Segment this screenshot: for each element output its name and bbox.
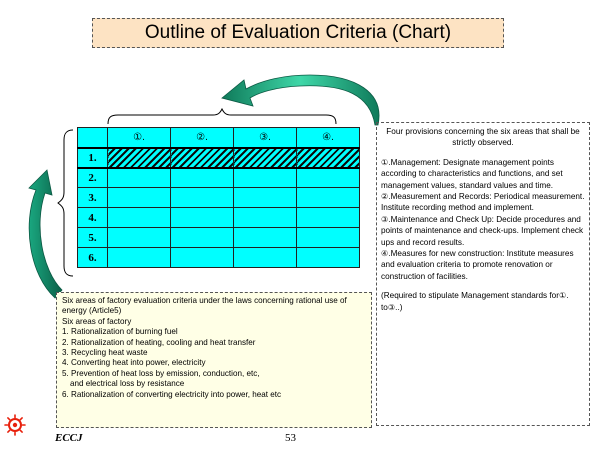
grid-cell [171, 188, 234, 208]
grid-row [78, 208, 360, 228]
grid-row [78, 168, 360, 188]
grid-cell [297, 168, 360, 188]
area-item: 6. Rationalization of converting electricity into power, heat etc [62, 389, 282, 399]
provisions-box [376, 122, 590, 426]
grid-cell [297, 208, 360, 228]
grid-row-header: 3. [78, 188, 108, 208]
area-item: 3. Recycling heat waste [62, 348, 148, 358]
curved-arrow-left [29, 170, 62, 298]
provisions-intro: Four provisions concerning the six areas that shall be strictly observed. [386, 127, 580, 148]
provision-item: ③.Maintenance and Check Up: Decide procedures and points of maintenance and check-ups. Implement check ups and record results. [381, 214, 584, 247]
area-item: 2. Rationalization of heating, cooling and heat transfer [62, 337, 256, 347]
top-brace [108, 109, 336, 124]
area-item: 4. Converting heat into power, electricity [62, 358, 206, 368]
area-item: 5. Prevention of heat loss by emission, conduction, etc, [62, 368, 260, 378]
grid-row-header: 6. [78, 248, 108, 268]
grid-cell [171, 168, 234, 188]
grid-cell [297, 248, 360, 268]
grid-cell [234, 228, 297, 248]
left-brace [58, 130, 73, 276]
grid-row-header: 4. [78, 208, 108, 228]
provision-item: ①.Management: Designate management points according to characteristics and functions, and set management values, standard values and time. [381, 157, 563, 190]
title-box [92, 18, 504, 48]
page-number: 53 [285, 432, 296, 444]
footer-org: ECCJ [55, 432, 83, 444]
grid-row-header: 1. [78, 148, 108, 168]
grid-row-header: 2. [78, 168, 108, 188]
page-title: Outline of Evaluation Criteria (Chart) [144, 22, 452, 43]
provisions-note: (Required to stipulate Management standards for①. to③..) [381, 291, 569, 312]
grid-cell [234, 188, 297, 208]
grid-col-header: ①. [108, 128, 171, 148]
areas-box [56, 292, 372, 428]
area-item: 1. Rationalization of burning fuel [62, 327, 178, 337]
grid-cell-hatched [108, 148, 171, 168]
areas-subheading: Six areas of factory [62, 316, 132, 326]
grid-cell [108, 168, 171, 188]
grid-row [78, 248, 360, 268]
provision-item: ②.Measurement and Records: Periodical measurement. Institute recording method and implement. [381, 192, 585, 213]
criteria-grid [77, 127, 360, 268]
areas-heading: Six areas of factory evaluation criteria under the laws concerning rational use of energy (Article5) [62, 296, 347, 316]
grid-row [78, 228, 360, 248]
grid-cell [108, 188, 171, 208]
grid-cell [108, 208, 171, 228]
grid-col-header: ④. [297, 128, 360, 148]
grid-cell-hatched [297, 148, 360, 168]
grid-cell [297, 188, 360, 208]
grid-cell-hatched [234, 148, 297, 168]
area-item-continued: and electrical loss by resistance [70, 379, 185, 389]
grid-row-header: 5. [78, 228, 108, 248]
grid-cell-hatched [171, 148, 234, 168]
provision-item: ④.Measures for new construction: Institute measures and evaluation criteria to promote renovation or construction of facilities. [381, 249, 574, 281]
grid-corner-cell [78, 128, 108, 148]
grid-col-header: ③. [234, 128, 297, 148]
grid-row-highlighted [78, 148, 360, 168]
eccj-logo-icon [4, 414, 26, 436]
grid-cell [171, 248, 234, 268]
grid-cell [297, 228, 360, 248]
grid-cell [171, 228, 234, 248]
curved-arrow-top [222, 75, 379, 125]
grid-cell [108, 228, 171, 248]
grid-cell [234, 248, 297, 268]
grid-cell [234, 208, 297, 228]
grid-cell [234, 168, 297, 188]
grid-row [78, 188, 360, 208]
grid-header-row [78, 128, 360, 148]
grid-cell [171, 208, 234, 228]
grid-col-header: ②. [171, 128, 234, 148]
grid-cell [108, 248, 171, 268]
